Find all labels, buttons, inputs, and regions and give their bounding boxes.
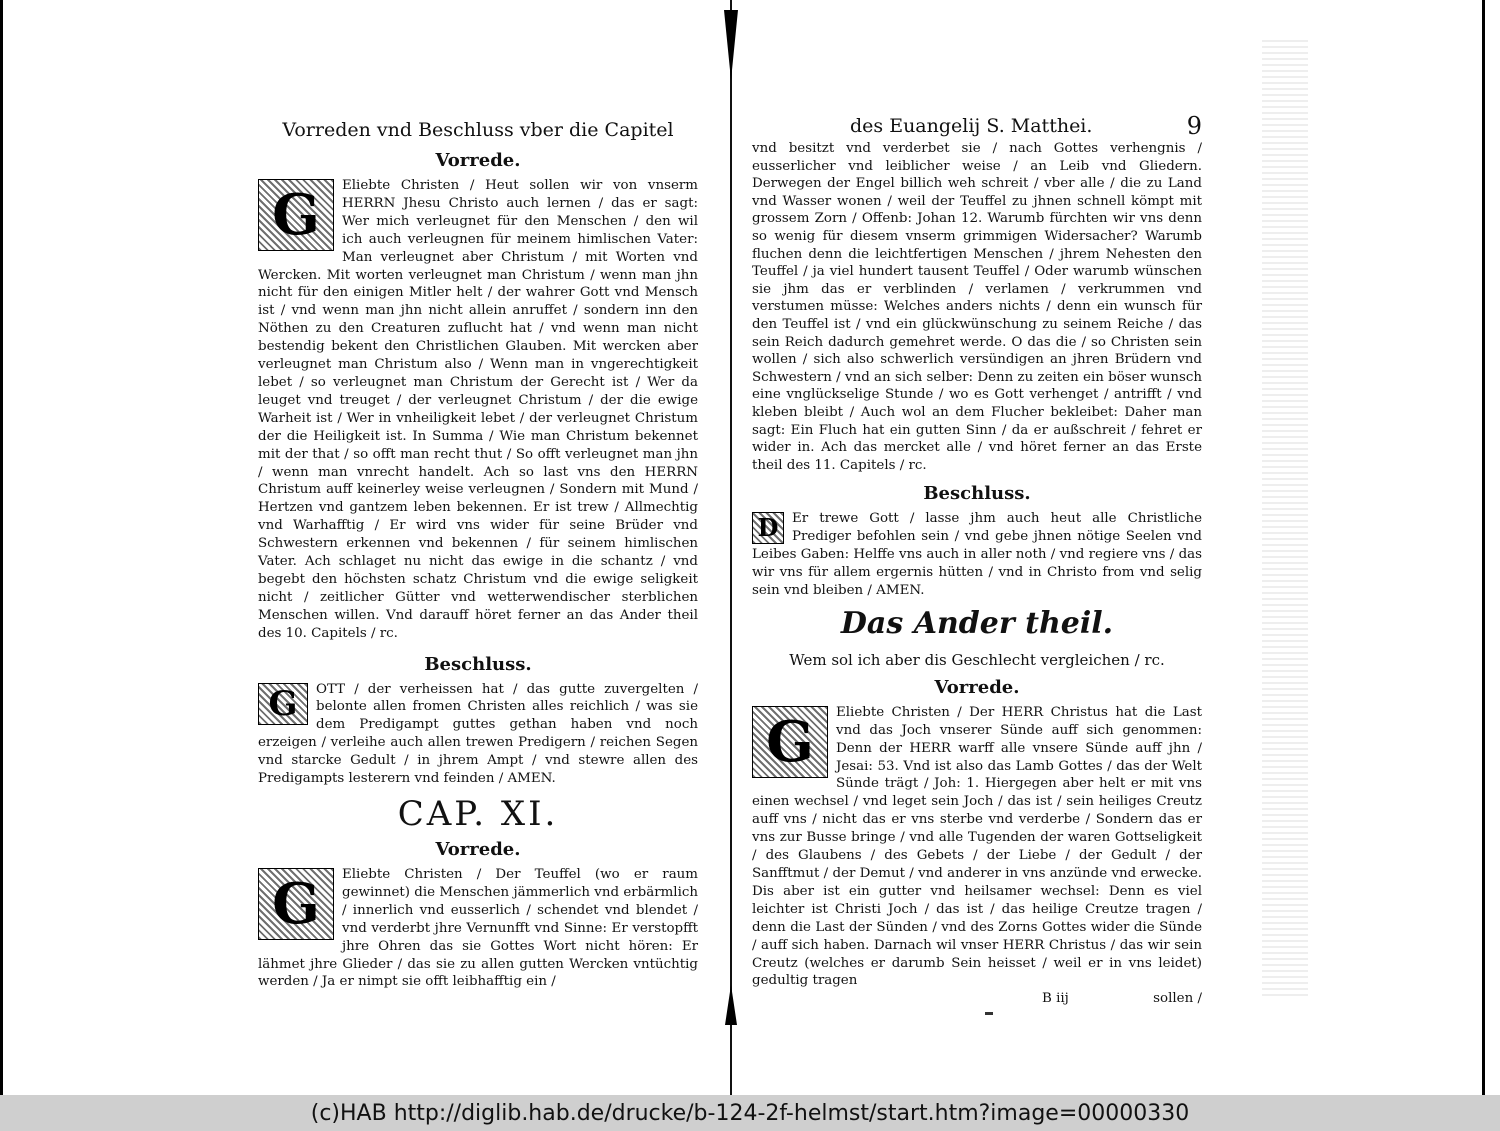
vorrede-paragraph [258, 866, 698, 991]
decorated-initial [258, 868, 334, 940]
right-page [752, 112, 1202, 1008]
credit-bar [0, 1095, 1500, 1131]
decorated-initial [752, 706, 828, 778]
credit-line: (c)HAB http://diglib.hab.de/drucke/b-124-2f-helmst/start.htm?image=00000330 [310, 1100, 1190, 1126]
show-through-strip [1262, 40, 1308, 1000]
beschluss-text: Er trewe Gott / lasse jhm auch heut alle Christliche Prediger befohlen sein / vnd gebe jhnen nötige Seelen vnd Leibes Gaben: Helffe vns auch in aller noth / vnd regiere vns / das wir vns für allem ergernis hütten / vnd in Christo from vnd selig sein vnd bleiben / AMEN. [752, 511, 1202, 598]
left-running-head: Vorreden vnd Beschluss vber die Capitel [282, 119, 674, 141]
signature-mark: B iij [1042, 991, 1069, 1007]
page-number: 9 [1186, 112, 1202, 140]
beschluss-text: OTT / der verheissen hat / das gutte zuvergelten / belonte allen fromen Christen alles reichlich / was sie dem Predigampt guttes gethan haben vnd noch erzeigen / verleihe auch allen trewen Predigern / reichen Segen vnd starcke Gedult / in jhrem Ampt / vnd stewre allen des Predigampts lesterern vnd feinden / AMEN. [258, 681, 698, 787]
decorated-initial [258, 179, 334, 251]
beschluss-paragraph [258, 681, 698, 788]
continuation-paragraph: vnd besitzt vnd verderbet sie / nach Gottes verhengnis / eusserlicher vnd leiblicher weise / an Leib vnd Gliedern. Derwegen der Engel billich weh schreit / vber alle / die zu Land vnd Wasser wonen / weil der Teuffel zu jhnen schnell kömpt mit grossem Zorn / Offenb: Johan 12. Warumb fürchten wir vns denn so wenig für diesem vnserm grimmigen Widersacher? Warumb fluchen denn die leichtfertigen Menschen / jhrem Nehesten den Teuffel / ja viel hundert tausent Teuffel / Oder warumb wünschen sie jhm das er verblinden / verlamen / verkrummen vnd verstumen müsse: Welches anders nichts / denn ein wunsch für den Teuffel ist / vnd ein glückwünschung zu seinem Reiche / das sein Reich dadurch gemehret werde. O das die / so Christen sein wollen / sich also schwerlich versündigen an jhren Brüdern vnd Schwestern / vnd an sich selber: Denn zu zeiten ein böser wunsch eine vnglückselige Stunde / wo es Gott verhenget / antrifft / vnd kleben bleibt / Auch wol an dem Flucher bekleibet: Daher man sagt: Ein Fluch hat ein gutten Sinn / da er außschreit / fehret er wider in. Ach das mercket alle / vnd höret ferner an das Erste theil des 11. Capitels / rc. [752, 141, 1202, 473]
gutter-line [730, 0, 732, 1095]
vorrede-heading: Vorrede. [934, 676, 1020, 698]
chapter-title: CAP. XI. [397, 794, 559, 834]
right-running-head: des Euangelij S. Matthei. [850, 115, 1093, 137]
vorrede-text: Eliebte Christen / Der HERR Christus hat die Last vnd das Joch vnserer Sünde auff sich genommen: Denn der HERR warff alle vnsere Sünde auff jhn / Jesai: 53. Vnd ist also das Lamb Gottes / das der Welt Sünde trägt / Joh: 1. Hiergegen aber helt er mit vns einen wechsel / vnd leget sein Joch / das ist / sein heiliges Creutz auff vns / nicht das er vns sterbe vnd verderbe / Sondern das er vns zur Busse bringe / vnd alle Tugenden der waren Gottseligkeit / des Glaubens / des Gebets / der Liebe / der Gedult / der Sanfftmut / der Demut / vnd anderer in vns anzünde vnd erwecke. Dis aber ist ein gutter vnd heilsamer wechsel: Denn es viel leichter ist Christi Joch / das ist / das heilige Creutze tragen / denn die Last der Sünden / vnd des Zorns Gottes wider die Sünde / auff sich haben. Darnach wil vnser HERR Christus / das wir sein Creutz (welches er darumb Sein heisset / weil er in vns leidet) gedultig tragen [752, 704, 1202, 989]
ink-speck [985, 1012, 993, 1015]
right-header [752, 112, 1202, 140]
vorrede-paragraph [752, 704, 1202, 991]
decorated-initial-letter: G [753, 707, 827, 777]
vorrede-text: Eliebte Christen / Heut sollen wir von vnserm HERRN Jhesu Christo auch lernen / das er sagt: Wer mich verleugnet für den Menschen / den wil ich auch verleugnen für meinem himlischen Vater: Man verleugnet aber Christum / mit Worten vnd Wercken. Mit worten verleugnet man Christum / wenn man jhn nicht für den einigen Mitler helt / der wahrer Gott vnd Mensch ist / vnd wenn man jhn nicht allein anruffet / sondern inn den Nöthen zu den Creaturen zuflucht hat / vnd wenn man nicht bestendig bekent den Christlichen Glauben. Mit wercken aber verleugnet man Christum also / Wenn man in vngerechtigkeit lebet / so verleugnet man Christum der Gerecht ist / Wer da leuget vnd treuget / der verleugnet Christum / der die ewige Warheit ist / Wer in vnheiligkeit lebet / der verleugnet Christum der die Heiligkeit ist. In Summa / Wie man Christum bekennet mit der that / so offt man recht thut / So offt verleugnet man jhn / wenn man vnrecht handelt. Ach so last vns den HERRN Christum auff keinerley weise verleugnen / Sondern mit Mund / Hertzen vnd gantzem leben bekennen. Er ist trew / Allmechtig vnd Warhafftig / Er wird vns wider für seine Brüder vnd Schwestern erkennen vnd bekennen / für seinem himlischen Vater. Ach schlaget nu nicht das ewige in die schantz / vnd begebt den höchsten schatz Christum vnd die ewige seligkeit nicht / zeitlicher Gütter vnd wetterwendischer sterblichen Menschen willen. Vnd darauff höret ferner an das Ander theil des 10. Capitels / rc. [258, 178, 698, 641]
decorated-initial [258, 683, 308, 725]
vorrede-heading: Vorrede. [435, 150, 521, 171]
part-subtitle: Wem sol ich aber dis Geschlecht vergleichen / rc. [789, 650, 1165, 669]
catchword: sollen / [1153, 991, 1202, 1007]
book-gutter [724, 0, 738, 1095]
vorrede-heading: Vorrede. [435, 839, 521, 860]
left-page [258, 115, 698, 991]
decorated-initial [752, 512, 784, 544]
page-footer [752, 990, 1202, 1008]
beschluss-heading: Beschluss. [424, 653, 532, 675]
vorrede-paragraph [258, 177, 698, 643]
gutter-shadow-top [724, 10, 738, 80]
decorated-initial-letter: G [259, 684, 307, 724]
decorated-initial-letter: G [259, 180, 333, 250]
page-edge-left [0, 0, 3, 1095]
decorated-initial-letter: G [259, 869, 333, 939]
beschluss-paragraph [752, 510, 1202, 600]
part-title: Das Ander theil. [840, 605, 1114, 641]
vorrede-text: Eliebte Christen / Der Teuffel (wo er raum gewinnet) die Menschen jämmerlich vnd erbärmlich / innerlich vnd eusserlich / schendet vnd blendet / vnd verderbt jhre Vernunfft vnd Sinne: Er verstopfft jhre Ohren das sie Gottes Wort nicht hören: Er lähmet jhre Glieder / das sie zu allen gutten Wercken vntüchtig werden / Ja er nimpt sie offt leibhafftig ein / [258, 867, 698, 990]
beschluss-heading: Beschluss. [923, 483, 1031, 505]
page-edge-right [1482, 0, 1485, 1095]
gutter-shadow-bottom [725, 985, 737, 1025]
decorated-initial-letter: D [753, 513, 783, 543]
